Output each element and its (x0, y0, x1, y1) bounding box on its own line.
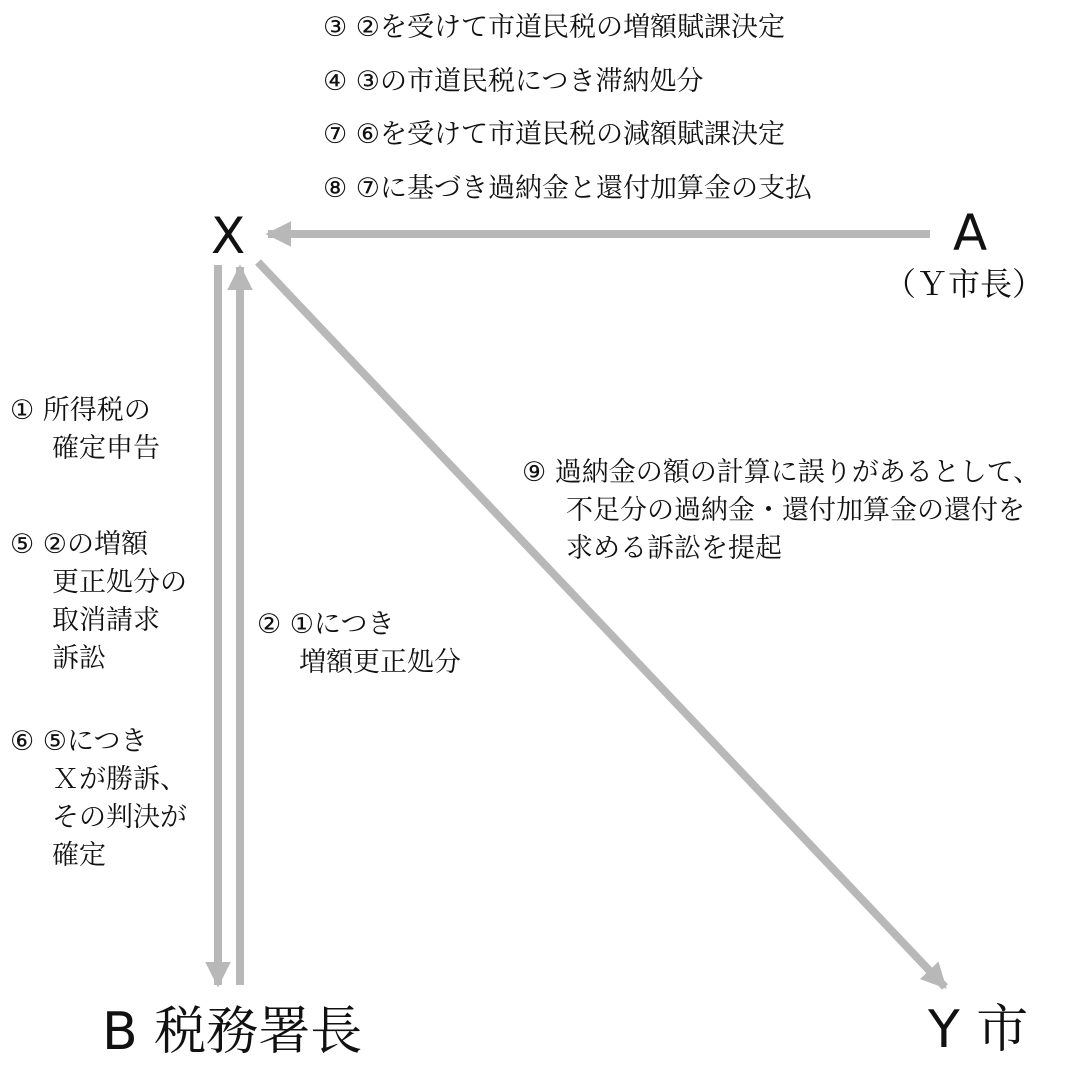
node-a-subtitle: （Ｙ市長） (884, 265, 1045, 303)
step-4-label: ④ ③の市道民税につき滞納処分 (323, 66, 704, 97)
step-9-line-1: ⑨ 過納金の額の計算に誤りがあるとして、 (522, 457, 1041, 488)
step-3-label: ③ ②を受けて市道民税の増額賦課決定 (323, 12, 785, 43)
node-b-tax-office-chief: B 税務署長 (102, 1002, 363, 1062)
step-2-line-1: ② ①につき (257, 609, 395, 640)
step-5-line-3: 取消請求 (52, 605, 160, 636)
step-6-line-1: ⑥ ⑤につき (10, 726, 148, 757)
step-9-block (522, 454, 1040, 568)
node-x: X (211, 207, 246, 265)
node-a: A (953, 204, 988, 262)
step-5-block (10, 526, 187, 678)
step-5-line-4: 訴訟 (52, 643, 106, 674)
step-7-label: ⑦ ⑥を受けて市道民税の減額賦課決定 (323, 119, 785, 150)
step-6-line-2: Ｘが勝訴、 (52, 764, 187, 795)
step-6-line-4: 確定 (52, 840, 106, 871)
step-6-block (10, 723, 187, 875)
step-2-block (257, 606, 461, 682)
step-2-line-2: 増額更正処分 (299, 647, 461, 678)
step-5-line-2: 更正処分の (52, 567, 187, 598)
step-8-label: ⑧ ⑦に基づき過納金と還付加算金の支払 (323, 173, 812, 204)
step-1-line-2: 確定申告 (52, 433, 160, 464)
step-1-line-1: ① 所得税の (10, 395, 151, 426)
step-9-line-2: 不足分の過納金・還付加算金の還付を (566, 495, 1025, 526)
node-y-city: Y 市 (928, 1000, 1029, 1060)
step-1-block (10, 392, 160, 468)
step-6-line-3: その判決が (52, 802, 187, 833)
step-9-line-3: 求める訴訟を提起 (566, 533, 782, 564)
step-5-line-1: ⑤ ②の増額 (10, 529, 148, 560)
